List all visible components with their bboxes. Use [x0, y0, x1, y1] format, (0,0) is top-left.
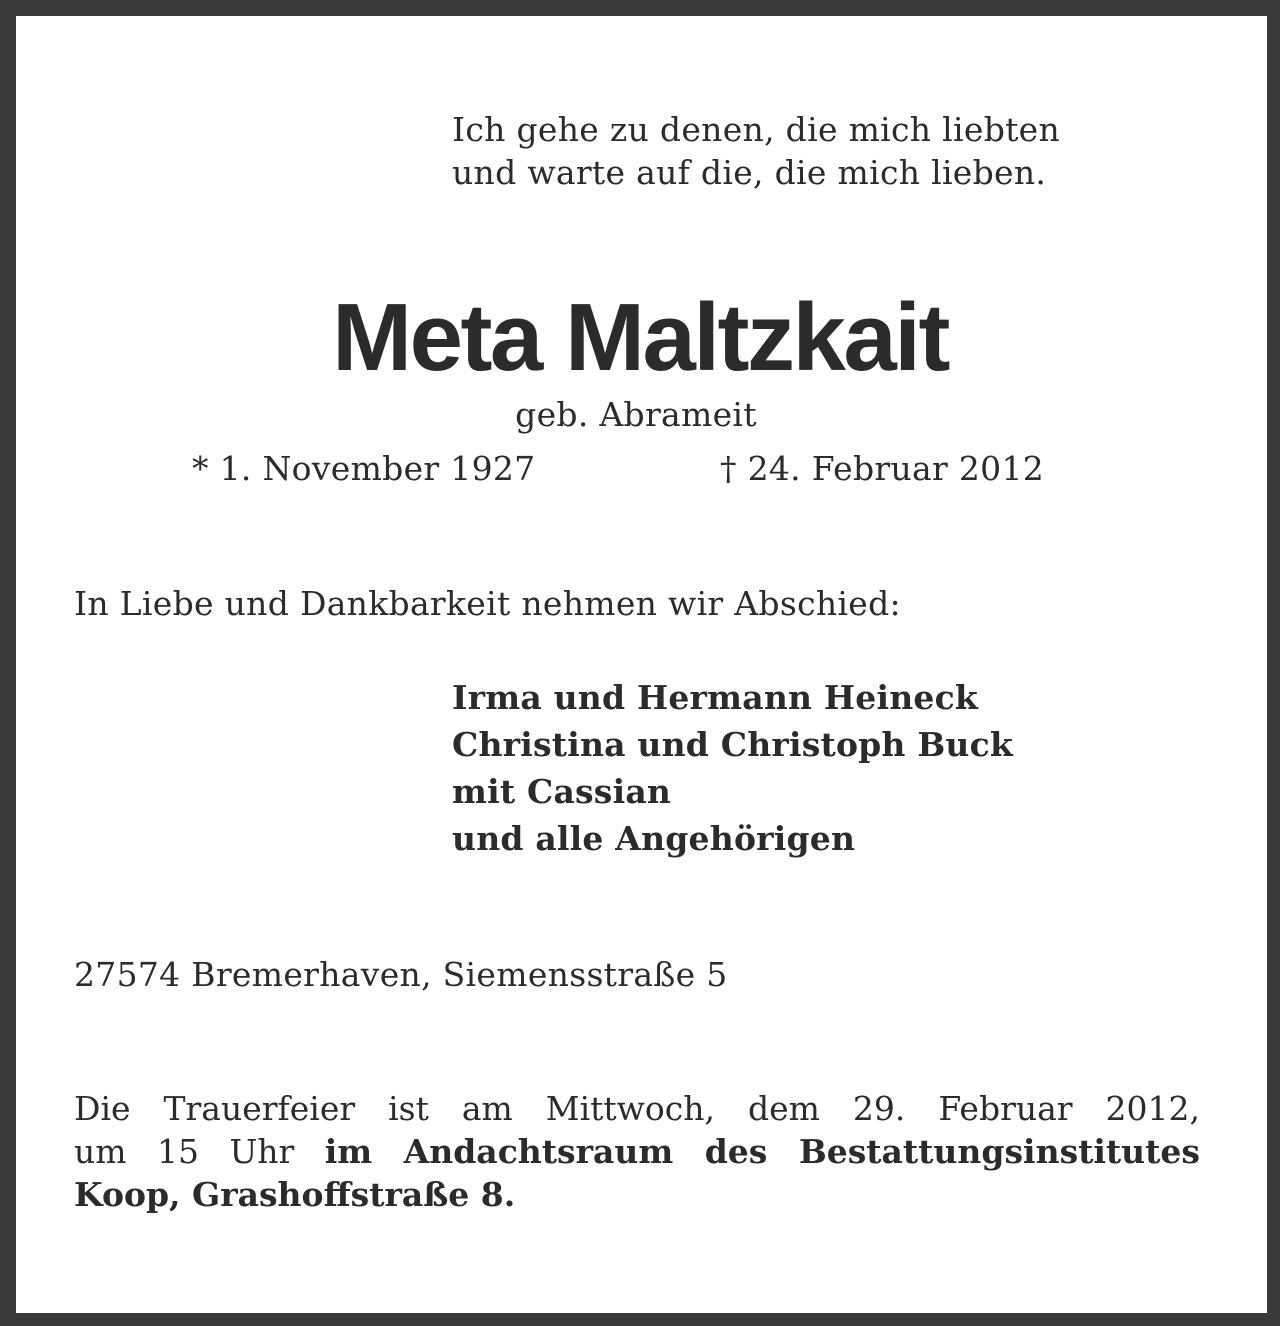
farewell-text: In Liebe und Dankbarkeit nehmen wir Abschied: [74, 584, 901, 623]
mourner-line: Irma und Hermann Heineck [452, 678, 978, 717]
funeral-service-info [74, 1087, 1200, 1216]
service-line-2 [74, 1130, 1200, 1173]
mourners-list [452, 674, 1013, 862]
service-address: Koop, Grashoffstraße 8. [74, 1175, 516, 1214]
motto-line-1: Ich gehe zu denen, die mich liebten [452, 110, 1061, 149]
motto-line-2: und warte auf die, die mich lieben. [452, 153, 1047, 192]
mourner-line: und alle Angehörigen [452, 819, 856, 858]
mourner-line: mit Cassian [452, 772, 672, 811]
motto-quote [452, 108, 1060, 194]
address: 27574 Bremerhaven, Siemensstraße 5 [74, 955, 728, 994]
service-location: im Andachtsraum des Bestattungsinstitutes [324, 1132, 1200, 1171]
service-time: um 15 Uhr [74, 1132, 295, 1171]
deceased-name: Meta Maltzkait [332, 284, 948, 391]
maiden-name: geb. Abrameit [515, 395, 757, 434]
mourner-line: Christina und Christoph Buck [452, 725, 1013, 764]
service-line-1: Die Trauerfeier ist am Mittwoch, dem 29. Februar 2012, [74, 1089, 1200, 1128]
death-date: † 24. Februar 2012 [720, 449, 1045, 488]
birth-date: * 1. November 1927 [192, 449, 536, 488]
service-line-3 [74, 1173, 1200, 1216]
